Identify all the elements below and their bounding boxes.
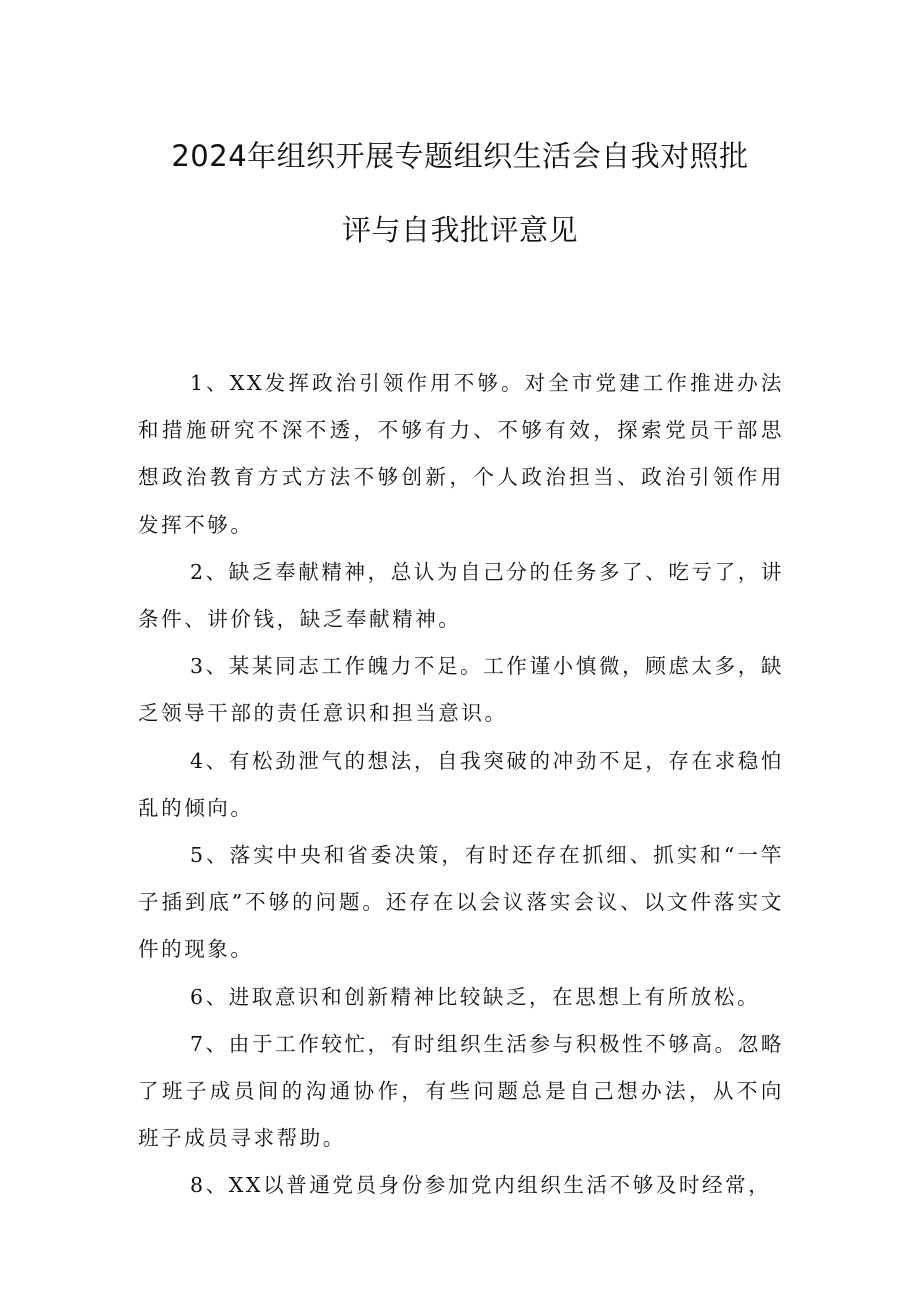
paragraph-7: 7、由于工作较忙，有时组织生活参与积极性不够高。忽略了班子成员间的沟通协作，有些问题总是自己想办法，从不向班子成员寻求帮助。: [138, 1031, 784, 1151]
paragraph-4: 4、有松劲泄气的想法，自我突破的冲劲不足，存在求稳怕乱的倾向。: [138, 748, 784, 820]
paragraph-3: 3、某某同志工作魄力不足。工作谨小慎微，顾虑太多，缺乏领导干部的责任意识和担当意识。: [138, 654, 784, 726]
paragraph-8: 8、XX以普通党员身份参加党内组织生活不够及时经常，: [190, 1173, 772, 1198]
document-title-line-2: 评与自我批评意见: [341, 213, 578, 247]
paragraph-5: 5、落实中央和省委决策，有时还存在抓细、抓实和“一竿子插到底”不够的问题。还存在以会议落实会议、以文件落实文件的现象。: [138, 843, 784, 962]
paragraph-6: 6、进取意识和创新精神比较缺乏，在思想上有所放松。: [190, 984, 761, 1009]
paragraph-1: 1、XX发挥政治引领作用不够。对全市党建工作推进办法和措施研究不深不透，不够有力、不够有效，探索党员干部思想政治教育方式方法不够创新，个人政治担当、政治引领作用发挥不够。: [138, 371, 784, 537]
document-title-line-1: 2024年组织开展专题组织生活会自我对照批: [171, 139, 749, 173]
paragraph-2: 2、缺乏奉献精神，总认为自己分的任务多了、吃亏了，讲条件、讲价钱，缺乏奉献精神。: [138, 559, 784, 632]
document-body: [138, 360, 784, 1210]
